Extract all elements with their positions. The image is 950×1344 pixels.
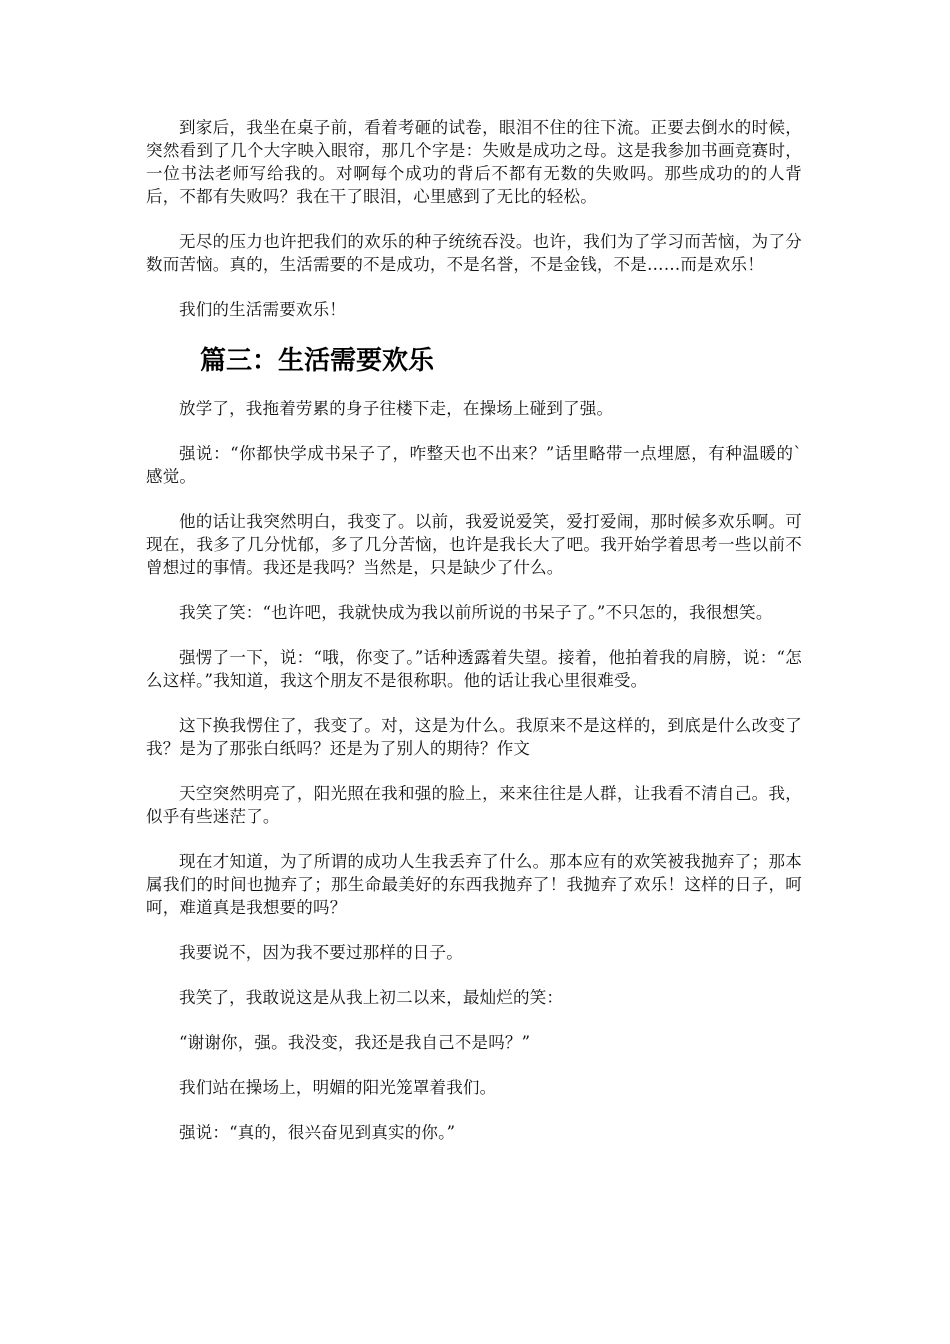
paragraph-5: 强说：“你都快学成书呆子了，咋整天也不出来？”话里略带一点埋愿，有种温暖的`感觉。 [146, 444, 802, 486]
paragraph-3: 我们的生活需要欢乐！ [179, 300, 346, 319]
paragraph-12: 我要说不，因为我不要过那样的日子。 [179, 943, 463, 962]
paragraph-8: 强愣了一下，说：“哦，你变了。”话种透露着失望。接着，他拍着我的肩膀，说：“怎么这样。”我知道，我这个朋友不是很称职。他的话让我心里很难受。 [146, 648, 802, 690]
document-page [146, 116, 802, 1166]
section-heading: 篇三：生活需要欢乐 [200, 346, 435, 376]
paragraph-1: 到家后，我坐在桌子前，看着考砸的试卷，眼泪不住的往下流。正要去倒水的时候，突然看到了几个大字映入眼帘，那几个字是：失败是成功之母。这是我参加书画竞赛时，一位书法老师写给我的。对啊每个成功的背后不都有无数的失败吗。那些成功的的人背后，不都有失败吗？我在干了眼泪，心里感到了无比的轻松。 [146, 118, 802, 206]
paragraph-4: 放学了，我拖着劳累的身子往楼下走，在操场上碰到了强。 [179, 399, 614, 418]
paragraph-10: 天空突然明亮了，阳光照在我和强的脸上，来来往往是人群，让我看不清自己。我，似乎有些迷茫了。 [146, 784, 802, 826]
paragraph-15: 我们站在操场上，明媚的阳光笼罩着我们。 [179, 1078, 497, 1097]
paragraph-2: 无尽的压力也许把我们的欢乐的种子统统吞没。也许，我们为了学习而苦恼，为了分数而苦恼。真的，生活需要的不是成功，不是名誉，不是金钱，不是……而是欢乐！ [146, 232, 802, 274]
paragraph-16: 强说：“真的，很兴奋见到真实的你。” [179, 1123, 456, 1142]
paragraph-6: 他的话让我突然明白，我变了。以前，我爱说爱笑，爱打爱闹，那时候多欢乐啊。可现在，我多了几分忧郁，多了几分苦恼，也许是我长大了吧。我开始学着思考一些以前不曾想过的事情。我还是我吗？当然是，只是缺少了什么。 [146, 512, 802, 577]
paragraph-9: 这下换我愣住了，我变了。对，这是为什么。我原来不是这样的，到底是什么改变了我？是为了那张白纸吗？还是为了别人的期待？作文 [146, 716, 802, 758]
paragraph-7: 我笑了笑：“也许吧，我就快成为我以前所说的书呆子了。”不只怎的，我很想笑。 [179, 603, 773, 622]
paragraph-11: 现在才知道，为了所谓的成功人生我丢弃了什么。那本应有的欢笑被我抛弃了；那本属我们的时间也抛弃了；那生命最美好的东西我抛弃了！我抛弃了欢乐！这样的日子，呵呵，难道真是我想要的吗？ [146, 852, 802, 917]
paragraph-13: 我笑了，我敢说这是从我上初二以来，最灿烂的笑： [179, 988, 564, 1007]
paragraph-14: “谢谢你，强。我没变，我还是我自己不是吗？” [179, 1033, 531, 1052]
